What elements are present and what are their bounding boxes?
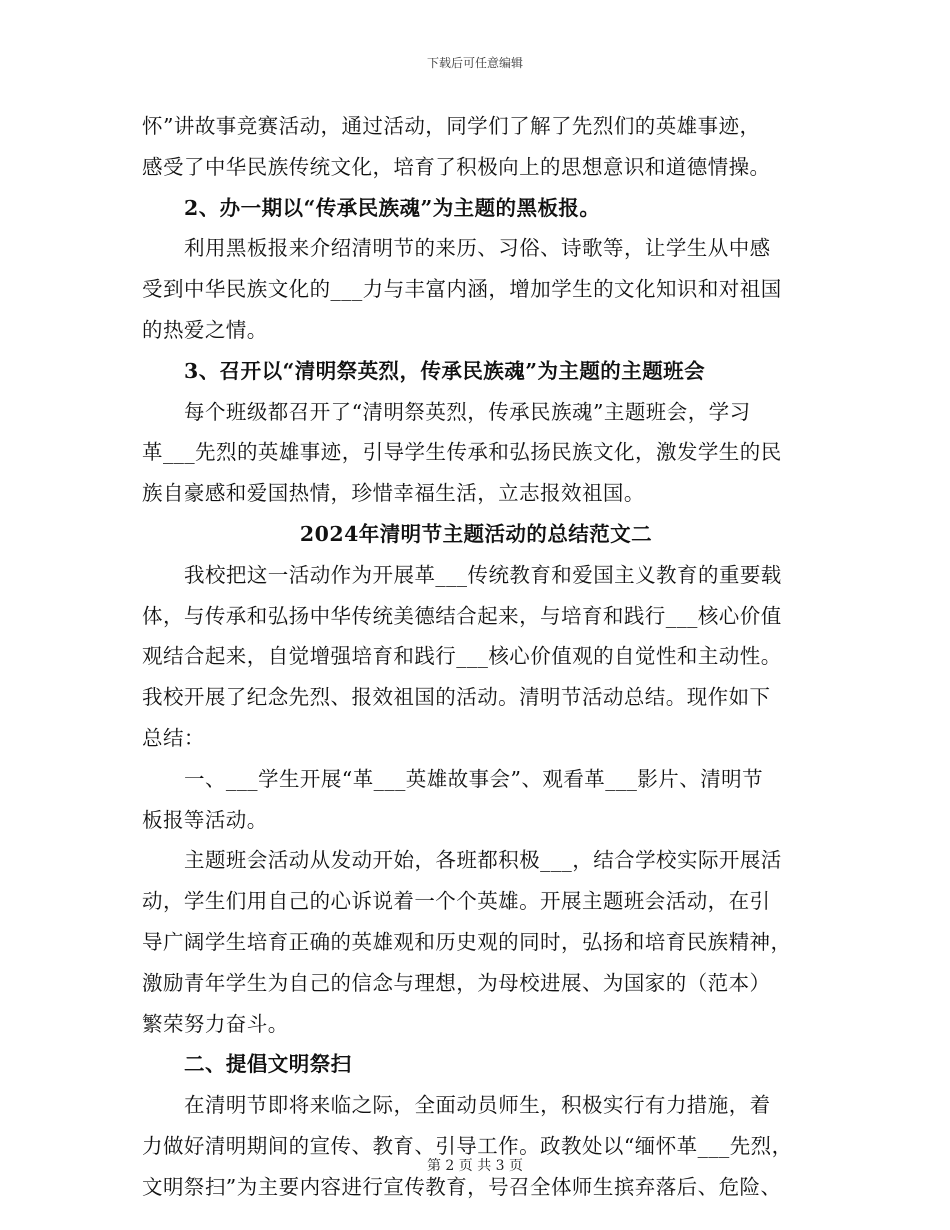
paragraph-line: 感受了中华民族传统文化，培育了积极向上的思想意识和道德情操。 [142, 154, 771, 179]
paragraph-line: 板报等活动。 [142, 807, 268, 832]
paragraph-line: 动，学生们用自己的心诉说着一个个英雄。开展主题班会活动，在引 [142, 889, 771, 914]
paragraph-line: 每个班级都召开了“清明祭英烈，传承民族魂”主题班会，学习 [184, 399, 751, 424]
paragraph-line: 我校把这一活动作为开展革___传统教育和爱国主义教育的重要载 [184, 562, 782, 587]
paragraph-line: 一、___学生开展“革___英雄故事会”、观看革___影片、清明节 [184, 766, 764, 791]
paragraph-line: 在清明节即将来临之际，全面动员师生，积极实行有力措施，着 [184, 1093, 771, 1118]
paragraph-line: 总结： [142, 726, 205, 750]
heading-line: 二、提倡文明祭扫 [184, 1052, 352, 1077]
page-footer: 第 2 页 共 3 页 [426, 1158, 524, 1174]
paragraph-line: 文明祭扫”为主要内容进行宣传教育，号召全体师生摈弃落后、危险、 [142, 1174, 782, 1199]
paragraph-line: 观结合起来，自觉增强培育和践行___核心价值观的自觉性和主动性。 [142, 644, 782, 669]
paragraph-line: 主题班会活动从发动开始，各班都积极___，结合学校实际开展活 [184, 848, 782, 873]
paragraph-line: 的热爱之情。 [142, 318, 268, 342]
paragraph-line: 激励青年学生为自己的信念与理想，为母校进展、为国家的（范本） [142, 970, 771, 995]
paragraph-line: 利用黑板报来介绍清明节的来历、习俗、诗歌等，让学生从中感 [184, 236, 771, 261]
heading-line: 2、办一期以“传承民族魂”为主题的黑板报。 [184, 195, 601, 220]
paragraph-line: 怀”讲故事竞赛活动，通过活动，同学们了解了先烈们的英雄事迹， [142, 114, 761, 138]
paragraph-line: 我校开展了纪念先烈、报效祖国的活动。清明节活动总结。现作如下 [142, 685, 771, 710]
heading-line: 3、召开以“清明祭英烈，传承民族魂”为主题的主题班会 [184, 358, 706, 383]
paragraph-line: 族自豪感和爱国热情，珍惜幸福生活，立志报效祖国。 [142, 481, 645, 506]
paragraph-line: 繁荣努力奋斗。 [142, 1011, 289, 1036]
page-header: 下载后可任意编辑 [426, 56, 523, 70]
paragraph-line: 力做好清明期间的宣传、教育、引导工作。政教处以“缅怀革___先烈， [142, 1134, 793, 1158]
paragraph-line: 革___先烈的英雄事迹，引导学生传承和弘扬民族文化，激发学生的民 [142, 440, 782, 465]
paragraph-line: 受到中华民族文化的___力与丰富内涵，增加学生的文化知识和对祖国 [142, 277, 782, 302]
heading-line: 2024年清明节主题活动的总结范文二 [299, 522, 653, 546]
paragraph-line: 导广阔学生培育正确的英雄观和历史观的同时，弘扬和培育民族精神， [142, 930, 792, 954]
paragraph-line: 体，与传承和弘扬中华传统美德结合起来，与培育和践行___核心价值 [142, 603, 782, 628]
